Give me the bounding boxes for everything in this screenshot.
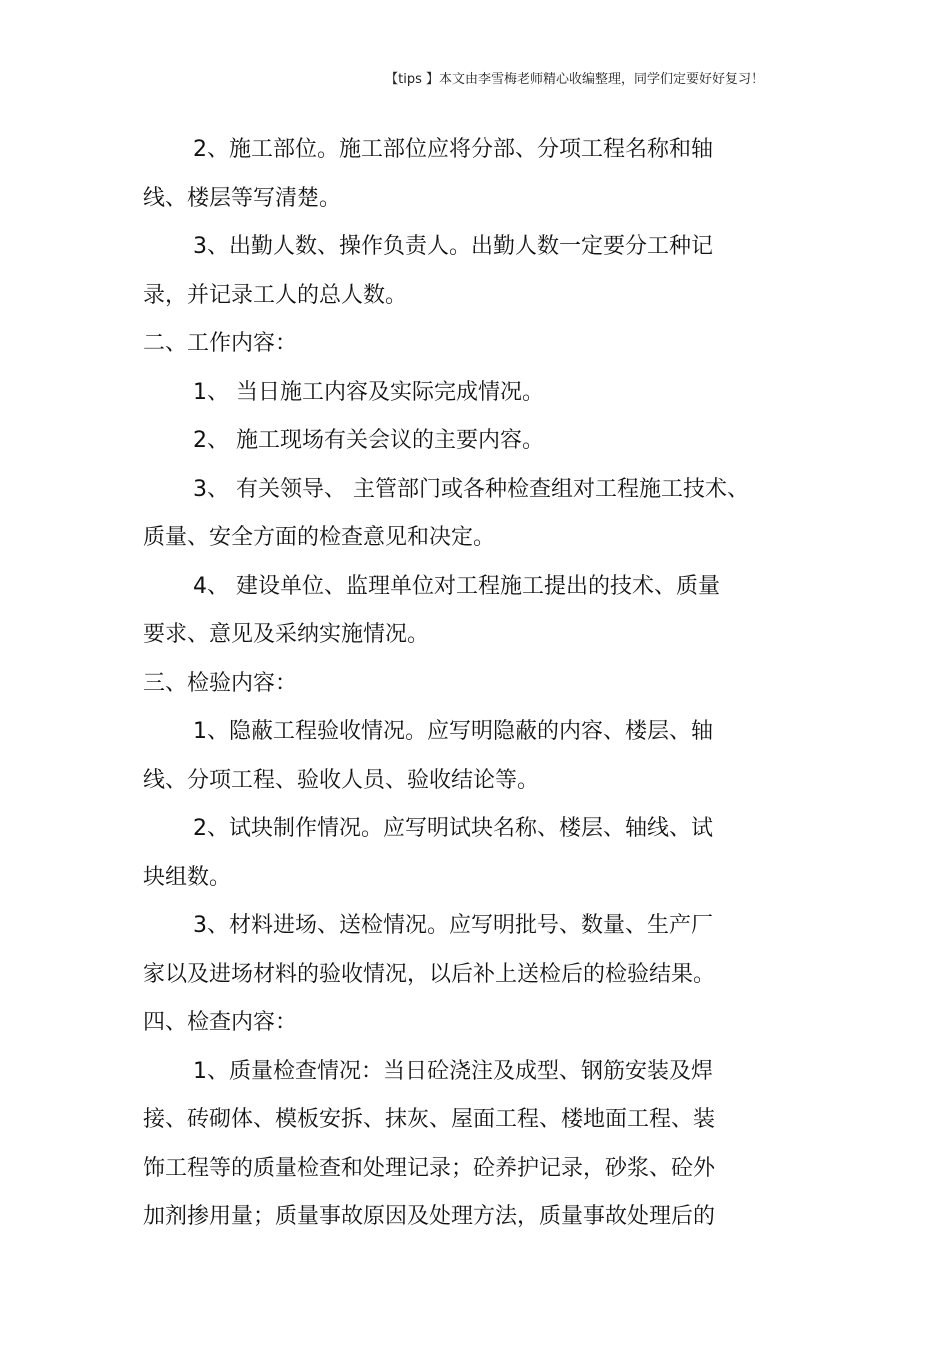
paragraph-line: 3、出勤人数、操作负责人。出勤人数一定要分工种记	[193, 234, 713, 259]
paragraph-line: 2、试块制作情况。应写明试块名称、楼层、轴线、试	[193, 816, 713, 841]
paragraph-line: 线、分项工程、验收人员、验收结论等。	[143, 767, 540, 793]
paragraph-line: 要求、意见及采纳实施情况。	[143, 622, 430, 647]
paragraph-line: 4、 建设单位、监理单位对工程施工提出的技术、质量	[193, 573, 720, 599]
paragraph-line: 饰工程等的质量检查和处理记录；砼养护记录，砂浆、砼外	[143, 1155, 716, 1181]
paragraph-line: 录，并记录工人的总人数。	[143, 282, 408, 308]
paragraph-line: 线、楼层等写清楚。	[143, 185, 342, 211]
header-tips-note: 【tips 】本文由李雪梅老师精心收编整理，同学们定要好好复习！	[385, 72, 764, 87]
section-heading: 四、检查内容：	[143, 1010, 298, 1035]
paragraph-line: 家以及进场材料的验收情况，以后补上送检后的检验结果。	[143, 961, 716, 987]
paragraph-line: 块组数。	[143, 864, 232, 890]
paragraph-line: 3、 有关领导、 主管部门或各种检查组对工程施工技术、	[193, 476, 749, 502]
paragraph-line: 质量、安全方面的检查意见和决定。	[143, 525, 496, 550]
document-body	[143, 126, 783, 1242]
paragraph-line: 加剂掺用量；质量事故原因及处理方法，质量事故处理后的	[143, 1204, 716, 1229]
paragraph-line: 1、隐蔽工程验收情况。应写明隐蔽的内容、楼层、轴	[193, 719, 713, 744]
paragraph-line: 接、砖砌体、模板安拆、抹灰、屋面工程、楼地面工程、装	[143, 1107, 716, 1132]
paragraph-line: 2、施工部位。施工部位应将分部、分项工程名称和轴	[193, 137, 713, 162]
section-heading: 二、工作内容：	[143, 331, 298, 356]
section-heading: 三、检验内容：	[143, 670, 298, 696]
paragraph-line: 1、质量检查情况：当日砼浇注及成型、钢筋安装及焊	[193, 1058, 713, 1084]
paragraph-line: 1、 当日施工内容及实际完成情况。	[193, 379, 544, 405]
paragraph-line: 3、材料进场、送检情况。应写明批号、数量、生产厂	[193, 913, 713, 938]
paragraph-line: 2、 施工现场有关会议的主要内容。	[193, 428, 544, 453]
